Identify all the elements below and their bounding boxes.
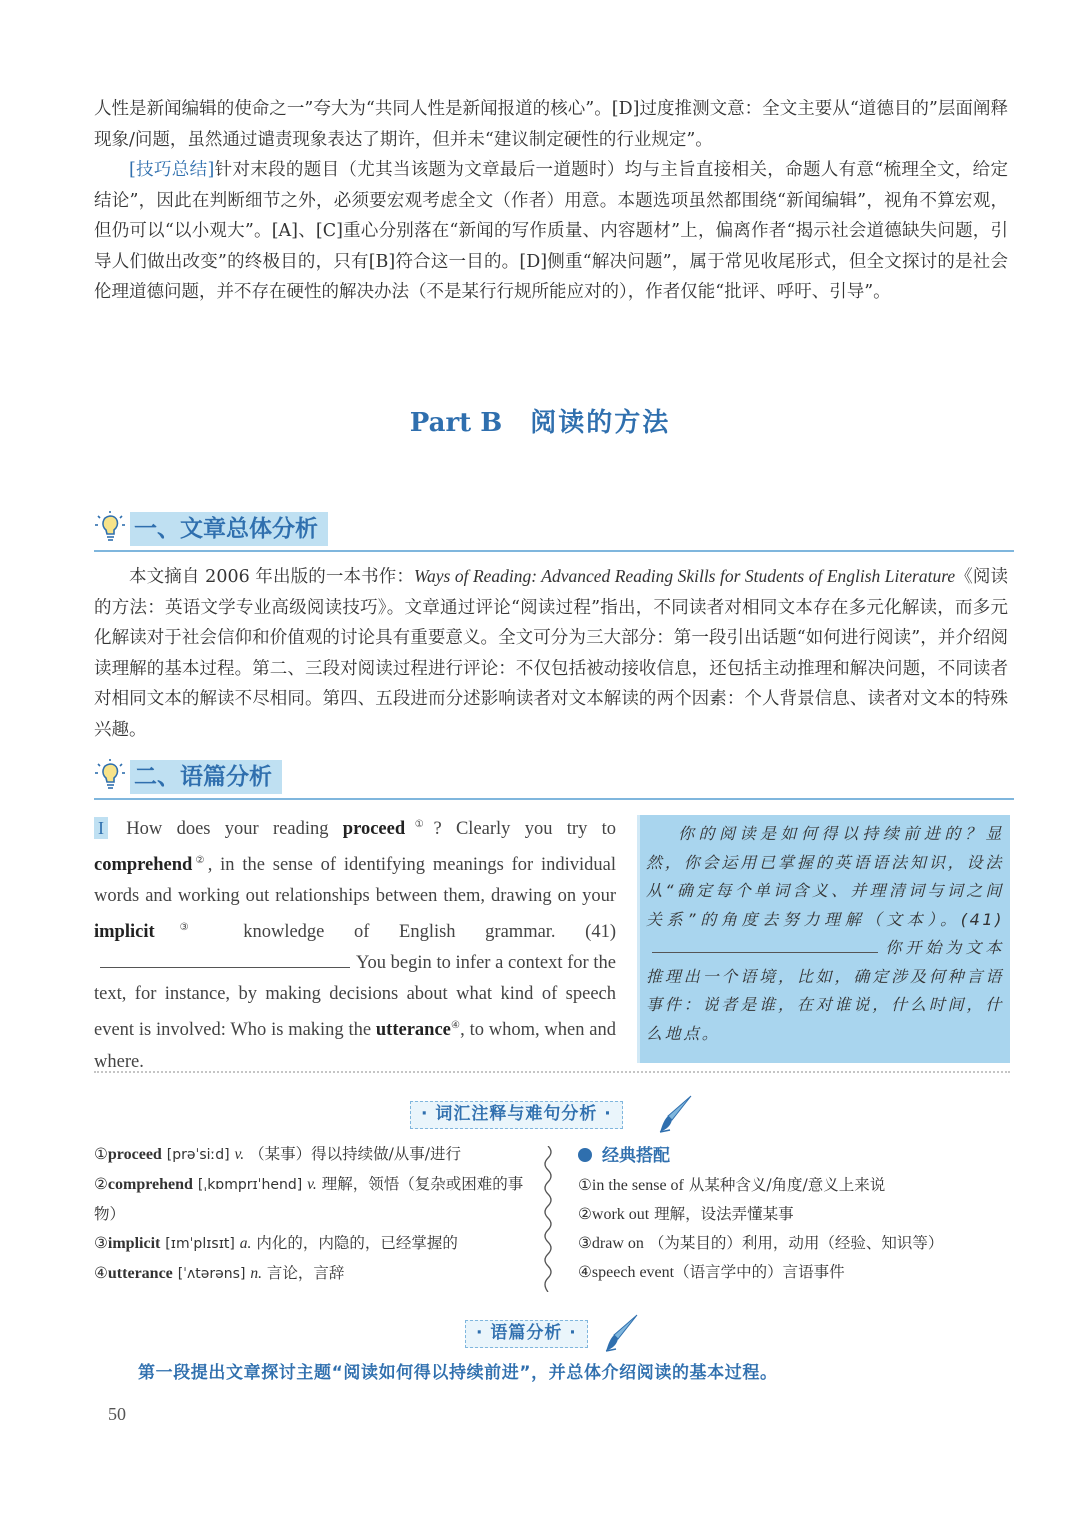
- section-heading-label: 二、语篇分析: [130, 760, 282, 794]
- collocation-item: ③draw on （为某目的）利用，动用（经验、知识等）: [578, 1234, 944, 1252]
- vocab-item: ②comprehend [ˌkɒmprɪˈhend] v. 理解，领悟（复杂或困难的事物）: [94, 1175, 524, 1223]
- collocation-item: ①in the sense of 从某种含义/角度/意义上来说: [578, 1176, 886, 1194]
- collocation-item: ②work out 理解，设法弄懂某事: [578, 1205, 794, 1223]
- collocations-heading-label: 经典搭配: [602, 1146, 670, 1166]
- vocab-word: comprehend: [94, 855, 193, 876]
- collocations-list: [578, 1171, 1008, 1287]
- overview-text-b: 《阅读的方法：英语文学专业高级阅读技巧》。文章通过评论“阅读过程”指出，不同读者对相同文本存在多元化解读，而多元化解读对于社会信仰和价值观的讨论具有重要意义。全文可分为三大部分：第一段引出话题“如何进行阅读”，并介绍阅读理解的基本过程。第二、三段对阅读过程进行评论：不仅包括被动接收信息，还包括主动推理和解决问题，不同读者对相同文本的解读不尽相同。第四、五段进而分述影响读者对文本解读的两个因素：个人背景信息、读者对文本的特殊兴趣。: [94, 567, 1008, 740]
- section-heading-overview: [94, 510, 1014, 552]
- continued-paragraph: 人性是新闻编辑的使命之一”夸大为“共同人性是新闻报道的核心”。[D]过度推测文意：全文主要从“道德目的”层面阐释现象/问题，虽然通过谴责现象表达了期许，但并未“建议制定硬性的行业规定”。: [94, 99, 1008, 150]
- brush-icon: [658, 1094, 694, 1134]
- answer-blank-41-zh[interactable]: [652, 936, 878, 953]
- chinese-translation: 你的阅读是如何得以持续前进的？显然，你会运用已掌握的英语语法知识，设法从“确定每个单词含义、并理清词与词之间关系”的角度去努力理解（文本）。(41)你开始为文本推理出一个语境，比如，确定涉及何种言语事件：说者是谁，在对谁说，什么时间，什么地点。: [646, 824, 1004, 1043]
- answer-blank-41[interactable]: [100, 949, 350, 968]
- vocab-list: [94, 1140, 526, 1289]
- skill-summary-text: 针对末段的题目（尤其当该题为文章最后一道题时）均与主旨直接相关，命题人有意“梳理全文，给定结论”，因此在判断细节之外，必须要宏观考虑全文（作者）用意。本题选项虽然都围绕“新闻编辑”，视角不算宏观，但仍可以“以小观大”。[A]、[C]重心分别落在“新闻的写作质量、内容题材”上，偏离作者“揭示社会道德缺失问题，引导人们做出改变”的终极目的，只有[B]符合这一目的。[D]侧重“解决问题”，属于常见收尾形式，但全文探讨的是社会伦理道德问题，并不存在硬性的解决办法（不是某行行规所能应对的），作者仅能“批评、呼吁、引导”。: [94, 160, 1008, 302]
- lightbulb-icon: [94, 510, 130, 546]
- vocab-item: ④utterance [ˈʌtərəns] n. 言论，言辞: [94, 1264, 345, 1282]
- chinese-translation-box: [637, 815, 1010, 1063]
- skill-summary-paragraph: [94, 155, 1008, 308]
- discourse-summary: 第一段提出文章探讨主题“阅读如何得以持续前进”，并总体介绍阅读的基本过程。: [138, 1363, 778, 1383]
- section-heading-label: 一、文章总体分析: [130, 512, 328, 546]
- vocab-word: proceed: [342, 819, 406, 840]
- skill-summary-tag: [技巧总结]: [129, 160, 215, 180]
- vocab-item: ③implicit [ɪmˈplɪsɪt] a. 内化的，内隐的，已经掌握的: [94, 1234, 458, 1252]
- vocab-word: utterance: [375, 1020, 451, 1041]
- overview-paragraph: [94, 561, 1008, 745]
- wavy-divider: [541, 1146, 555, 1292]
- collocations-heading: [578, 1142, 670, 1170]
- part-title: [0, 402, 1080, 439]
- vocab-word: implicit: [94, 922, 155, 943]
- collocation-item: ④speech event（语言学中的）言语事件: [578, 1263, 845, 1281]
- part-title-zh: 阅读的方法: [530, 408, 671, 438]
- discourse-badge: · 语篇分析 ·: [465, 1320, 588, 1348]
- bullet-dot-icon: [578, 1148, 592, 1162]
- page-number: 50: [108, 1404, 126, 1424]
- section-heading-discourse: [94, 758, 1014, 800]
- dotted-divider: [94, 1071, 1010, 1073]
- english-passage: I How does your reading proceed①? Clearly you try to comprehend②, in the sense of identifying meanings for individual words and working out relationships between them, drawing on your implicit③ knowledge of English grammar. (41)You begin to infer a context for the text, for instance, by making decisions about what kind of speech event is involved: Who is making the utterance④, to whom, when and where.: [94, 818, 617, 1072]
- part-title-en: Part B: [409, 408, 503, 438]
- brush-icon: [604, 1313, 640, 1353]
- overview-text-a: 本文摘自 2006 年出版的一本书作：: [129, 567, 415, 587]
- paragraph-marker: I: [94, 817, 108, 839]
- lightbulb-icon: [94, 758, 130, 794]
- vocab-badge: · 词汇注释与难句分析 ·: [410, 1101, 623, 1129]
- vocab-item: ①proceed [prəˈsiːd] v. （某事）得以持续做/从事/进行: [94, 1145, 462, 1163]
- book-title-en: Ways of Reading: Advanced Reading Skills for Students of English Literature: [414, 566, 956, 586]
